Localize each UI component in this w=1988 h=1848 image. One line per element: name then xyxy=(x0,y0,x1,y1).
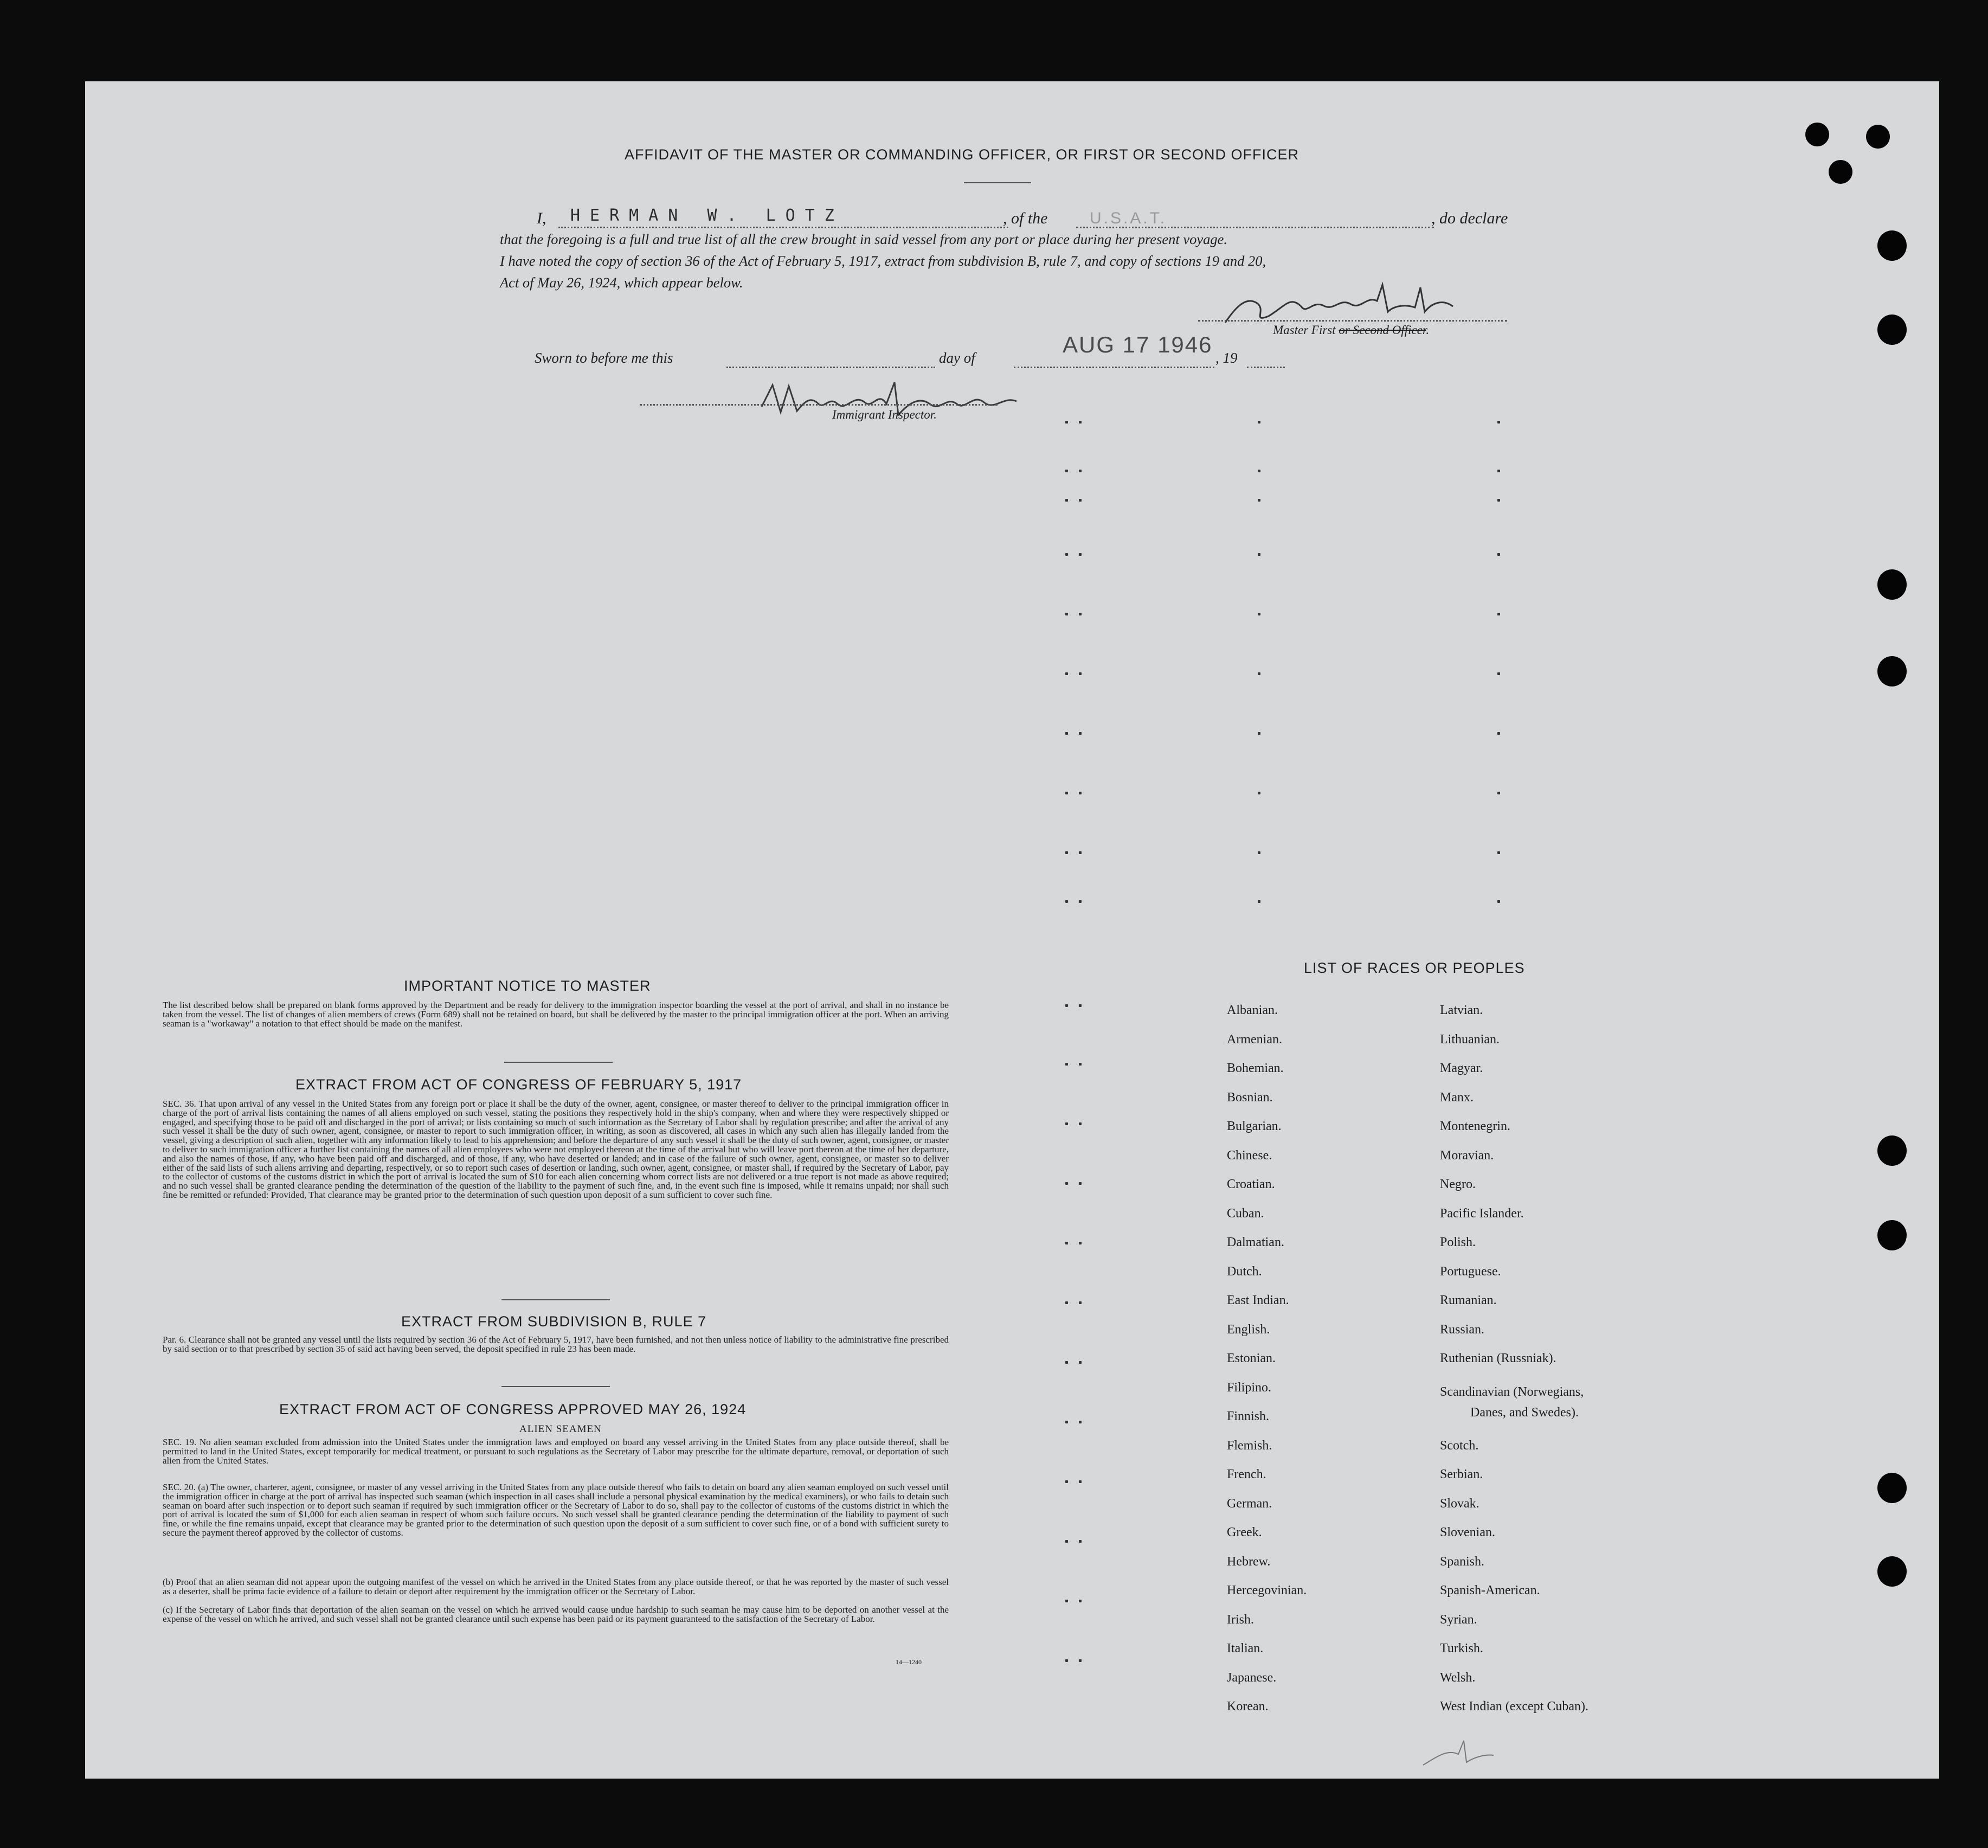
race-right-item: Ruthenian (Russniak). xyxy=(1440,1351,1556,1365)
race-right-item: Turkish. xyxy=(1440,1641,1483,1656)
punch-hole xyxy=(1805,123,1829,146)
race-right-item: Russian. xyxy=(1440,1322,1485,1337)
race-right-item: Scotch. xyxy=(1440,1438,1479,1453)
vessel-stamp: U.S.A.T. xyxy=(1090,209,1167,227)
race-right-item: Welsh. xyxy=(1440,1670,1476,1685)
sworn-day-line xyxy=(726,367,935,368)
sec20b-body: (b) Proof that an alien seaman did not appear upon the outgoing manifest of the vessel on which he arrived in the United States from any place outside thereof, or that he was reported by the master of such vessel as a deserter, shall be prima facie evidence of a failure to detain or deport after requirement by the immigration officer or the Secretary of Labor. xyxy=(163,1577,949,1596)
day-of-label: day of xyxy=(939,350,975,366)
race-left-item: East Indian. xyxy=(1227,1293,1289,1307)
master-signature-line xyxy=(1198,320,1507,322)
master-label-a: Master xyxy=(1273,323,1309,337)
race-right-item: Serbian. xyxy=(1440,1467,1483,1481)
race-left-item: Irish. xyxy=(1227,1612,1254,1627)
affidavit-line-3: I have noted the copy of section 36 of the Act of February 5, 1917, extract from subdivision B, rule 7, and copy of sections 19 and 20, xyxy=(500,253,1266,269)
punch-hole xyxy=(1877,1135,1907,1166)
master-label-end: . xyxy=(1426,323,1430,337)
extract-1924-subtitle: ALIEN SEAMEN xyxy=(519,1423,602,1435)
rule7-body: Par. 6. Clearance shall not be granted any vessel until the lists required by section 36 of the Act of February 5, 1917, have been furnished, and not then unless notice of liability to the administrative fine prescribed by said section or to that prescribed by section 35 of said act having been served, the deposit specified in rule 23 has been made. xyxy=(163,1334,949,1354)
initials-mark xyxy=(1420,1733,1496,1770)
race-left-item: Hebrew. xyxy=(1227,1554,1271,1569)
race-left-item: Dutch. xyxy=(1227,1264,1262,1279)
sec19-body: SEC. 19. No alien seaman excluded from admission into the United States under the immigration laws and employed on board any vessel arriving in the United States from any place outside thereof, shall be permitted to land in the United States, except temporarily for medical treatment, or pursuant to such regulations as the Secretary of Labor may prescribe for the ultimate departure, removal, or deportation of such alien from the United States. xyxy=(163,1437,949,1466)
date-stamp: AUG 17 1946 xyxy=(1063,332,1213,357)
race-right-item: Slovenian. xyxy=(1440,1525,1495,1539)
punch-hole xyxy=(1877,569,1907,600)
inspector-label: Immigrant Inspector. xyxy=(832,408,937,421)
race-left-item: Bulgarian. xyxy=(1227,1119,1282,1133)
race-right-item: Spanish-American. xyxy=(1440,1583,1540,1597)
race-right-item: Lithuanian. xyxy=(1440,1032,1500,1047)
rule7-title: EXTRACT FROM SUBDIVISION B, RULE 7 xyxy=(401,1313,707,1330)
race-right-item: Magyar. xyxy=(1440,1061,1483,1075)
races-title: LIST OF RACES OR PEOPLES xyxy=(1304,960,1525,976)
race-left-item: Japanese. xyxy=(1227,1670,1277,1685)
inspector-line xyxy=(640,404,998,406)
race-left-item: Dalmatian. xyxy=(1227,1235,1284,1249)
notice-body: The list described below shall be prepared on blank forms approved by the Department and be ready for delivery to the immigration inspector boarding the vessel at the port of arrival, and shall in no instance be taken from the vessel. The list of changes of alien members of crews (Form 689) shall not be retained on board, but shall be delivered by the master to the principal immigration officer at the port. When an arriving seaman is a "workaway" a notation to that effect should be made on the manifest. xyxy=(163,1000,949,1029)
rule7-rule xyxy=(501,1386,610,1387)
race-right-item: Negro. xyxy=(1440,1177,1476,1191)
year-line xyxy=(1247,367,1285,368)
notice-rule xyxy=(504,1062,613,1063)
race-left-item: Armenian. xyxy=(1227,1032,1282,1047)
master-label xyxy=(1273,323,1429,337)
notice-title: IMPORTANT NOTICE TO MASTER xyxy=(404,978,651,994)
race-left-item: Croatian. xyxy=(1227,1177,1275,1191)
master-label-struck: or Second Officer xyxy=(1339,323,1426,337)
declarant-name: HERMAN W. LOTZ xyxy=(570,206,844,225)
sworn-label: Sworn to before me this xyxy=(535,350,673,366)
punch-hole xyxy=(1877,1473,1907,1503)
race-left-item: Chinese. xyxy=(1227,1148,1272,1163)
race-left-item: French. xyxy=(1227,1467,1266,1481)
sec20a-body: SEC. 20. (a) The owner, charterer, agent, consignee, or master of any vessel arriving in the United States from any place outside thereof who fails to detain on board any alien seaman employed on such vessel until the immigration officer in charge at the port of arrival has inspected such seaman (which inspection in all cases shall include a personal physical examination by the medical examiners), or who fails to detain such seaman on board after such inspection or to deport such seaman if required by such immigration officer or the Secretary of Labor to do so, shall pay to the collector of customs of the customs district in which the port of arrival is located the sum of $1,000 for each alien seaman in respect of whom such failure occurs. No such vessel shall be granted clearance pending the determination of the liability to payment of such fine, or while the fine remains unpaid, except that clearance may be granted prior to the determination of such question upon the deposit of a sum sufficient to cover such fine, or of a bond with sufficient surety to secure the payment thereof approved by the collector of customs. xyxy=(163,1482,949,1538)
punch-hole xyxy=(1877,1220,1907,1250)
race-right-item: Pacific Islander. xyxy=(1440,1206,1524,1221)
race-right-item: Moravian. xyxy=(1440,1148,1494,1163)
punch-hole xyxy=(1866,125,1890,149)
race-left-item: Finnish. xyxy=(1227,1409,1270,1423)
sec20c-body: (c) If the Secretary of Labor finds that deportation of the alien seaman on the vessel on which he arrived would cause undue hardship to such seaman he may cause him to be deported on another vessel at the expense of the vessel on which he arrived, and such vessel shall not be granted clearance until such expense has been paid or its payment guaranteed to the satisfaction of the Secretary of Labor. xyxy=(163,1605,949,1624)
extract-1917-title: EXTRACT FROM ACT OF CONGRESS OF FEBRUARY 5, 1917 xyxy=(295,1076,742,1093)
of-the-label: , of the xyxy=(1003,209,1048,227)
race-right-item: Spanish. xyxy=(1440,1554,1485,1569)
race-right-item: Scandinavian (Norwegians, xyxy=(1440,1384,1584,1399)
extract-1924-title: EXTRACT FROM ACT OF CONGRESS APPROVED MAY 26, 1924 xyxy=(279,1401,747,1417)
race-left-item: Italian. xyxy=(1227,1641,1264,1656)
do-declare-label: , do declare xyxy=(1431,209,1508,227)
punch-hole xyxy=(1829,160,1852,184)
race-right-item: Syrian. xyxy=(1440,1612,1477,1627)
race-left-item: Hercegovinian. xyxy=(1227,1583,1307,1597)
race-left-item: Korean. xyxy=(1227,1699,1269,1714)
extract-1917-rule xyxy=(501,1299,610,1300)
extract-1917-body: SEC. 36. That upon arrival of any vessel in the United States from any foreign port or place it shall be the duty of the owner, agent, consignee, or master thereof to deliver to the principal immigration officer in charge of the port of arrival lists containing the names of all aliens employed on such vessel, stating the positions they respectively hold in the ship's company, when and where they were respectively shipped or engaged, and specifying those to be paid off and discharged in the port of arrival; or lists containing so much of such information as the Secretary of Labor shall by regulation prescribe; and after the arrival of any such vessel it shall be the duty of such owner, agent, consignee, or master to report to such immigration officer, in writing, as soon as discovered, all cases in which any such alien has illegally landed from the vessel, giving a description of such alien, together with any information likely to lead to his apprehension; and before the departure of any such vessel it shall be the duty of such owner, agent, consignee, or master to deliver to such immigration officer a further list containing the names of all alien employees who were not employed thereon at the time of the arrival but who will leave port thereon at the time of her departure, and also the names of those, if any, who have been paid off and discharged, and of those, if any, who have deserted or landed; and in case of the failure of such owner, agent, consignee, or master so to deliver either of the said lists of such aliens arriving and departing, respectively, or so to report such cases of desertion or landing, such owner, agent, consignee, or master shall, if required by the Secretary of Labor, pay to the collector of customs of the customs district in which the port of arrival is located the sum of $10 for each alien concerning whom correct lists are not delivered or a true report is not made as above required; and no such vessel shall be granted clearance pending the determination of the question of the liability to the payment of such fine, and, in the event such fine is imposed, while it remains unpaid; nor shall such fine be remitted or refunded: Provided, That clearance may be granted prior to the determination of such question upon deposit of a sum sufficient to cover such fine. xyxy=(163,1099,949,1200)
punch-hole xyxy=(1877,230,1907,261)
race-left-item: Bosnian. xyxy=(1227,1090,1273,1105)
race-right-item: West Indian (except Cuban). xyxy=(1440,1699,1588,1714)
race-left-item: Flemish. xyxy=(1227,1438,1272,1453)
form-number: 14—1240 xyxy=(896,1658,922,1666)
affidavit-line-2: that the foregoing is a full and true list of all the crew brought in said vessel from any port or place during her present voyage. xyxy=(500,231,1228,247)
punch-hole xyxy=(1877,1556,1907,1587)
race-left-item: Bohemian. xyxy=(1227,1061,1284,1075)
affidavit-line-4: Act of May 26, 1924, which appear below. xyxy=(500,274,743,291)
race-left-item: English. xyxy=(1227,1322,1270,1337)
punch-hole xyxy=(1877,656,1907,686)
race-left-item: Estonian. xyxy=(1227,1351,1276,1365)
race-right-item: Polish. xyxy=(1440,1235,1476,1249)
master-label-b: First xyxy=(1311,323,1336,337)
race-right-item: Rumanian. xyxy=(1440,1293,1497,1307)
punch-hole xyxy=(1877,315,1907,345)
race-left-item: Cuban. xyxy=(1227,1206,1264,1221)
declarant-prefix: I, xyxy=(537,209,546,227)
race-right-item: Slovak. xyxy=(1440,1496,1479,1511)
vessel-line xyxy=(1076,227,1434,228)
date-line xyxy=(1014,367,1214,368)
affidavit-title: AFFIDAVIT OF THE MASTER OR COMMANDING OFFICER, OR FIRST OR SECOND OFFICER xyxy=(625,146,1299,163)
race-right-item: Latvian. xyxy=(1440,1003,1483,1017)
race-right-item: Portuguese. xyxy=(1440,1264,1501,1279)
race-left-item: Greek. xyxy=(1227,1525,1262,1539)
race-right-item: Montenegrin. xyxy=(1440,1119,1510,1133)
name-line xyxy=(558,227,1008,228)
race-left-item: Albanian. xyxy=(1227,1003,1278,1017)
race-left-item: Filipino. xyxy=(1227,1380,1272,1395)
race-scandinavian-line2: Danes, and Swedes). xyxy=(1470,1406,1579,1420)
race-right-item: Manx. xyxy=(1440,1090,1474,1105)
title-rule xyxy=(964,182,1031,183)
race-left-item: German. xyxy=(1227,1496,1272,1511)
year-label: , 19 xyxy=(1215,350,1238,366)
